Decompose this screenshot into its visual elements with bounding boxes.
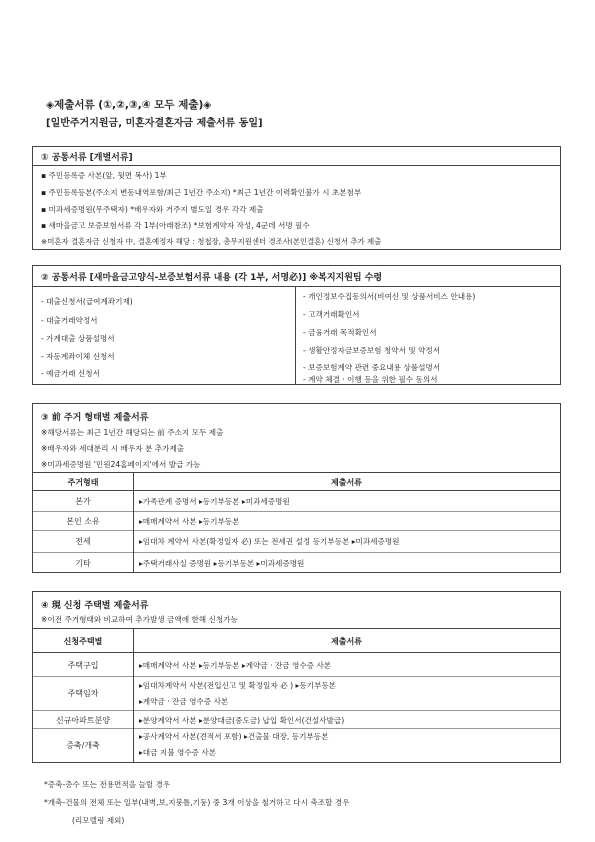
document-title: ◈제출서류 (①,②,③,④ 모두 제출)◈ [46, 99, 212, 111]
sec4-row-type: 증축/개축 [66, 741, 100, 750]
sec4-col-type: 신청주택별 [63, 637, 103, 646]
sec2-right-item: - 보증보험계약 관련 중요내용 상품설명서 [303, 363, 441, 372]
sec2-right-item: - 금융거래 목적확인서 [303, 328, 377, 337]
sec1-line: ※미혼자 결혼자금 신청자 中, 결혼예정자 해당 : 청첩장, 총무지원센터 경조사(본인결혼) 신청서 추가 제출 [41, 237, 382, 246]
document-subtitle: [일반주거지원금, 미혼자결혼자금 제출서류 동일] [46, 118, 263, 129]
sec3-row-type: 기타 [75, 559, 91, 568]
sec2-left-item: - 가계대출 상품설명서 [41, 334, 115, 343]
sec2-left-item: - 예금거래 신청서 [41, 369, 100, 378]
sec3-row-docs: ▸주택거래사실 증명원 ▸등기부등본 ▸미과세증명원 [139, 559, 305, 568]
footnote: *개축-건물의 전체 또는 일부(내벽,보,지붕틀,기둥) 중 3개 이상을 철거하고 다시 축조할 경우 [44, 798, 350, 807]
section-common-forms [32, 265, 561, 385]
sec2-right-item: - 계약 체결 · 이행 등을 위한 필수 동의서 [303, 375, 438, 384]
sec2-right-item: - 생활안정자금보증보험 청약서 및 약정서 [303, 346, 441, 355]
sec4-row-docs: ▸분양계약서 사본 ▸분양대금(중도금) 납입 확인서(건설사발급) [139, 716, 345, 725]
sec3-row-type: 본가 [75, 497, 91, 506]
section-previous-housing [32, 403, 561, 573]
sec4-row-type: 주택임차 [67, 689, 99, 698]
sec3-row-docs: ▸임대차 계약서 사본(확정일자 必) 또는 전세권 설정 등기부등본 ▸미과세증명원 [139, 537, 400, 546]
sec2-right-item: - 개인정보수집동의서(비여신 및 상품서비스 안내용) [303, 292, 476, 301]
sec2-left-item: - 대출거래약정서 [41, 316, 98, 325]
section-common-documents [32, 146, 561, 250]
sec3-note: ※배우자와 세대분리 시 배우자 분 추가제출 [41, 444, 185, 453]
sec4-note: ※이전 주거형태와 비교하여 추가발생 금액에 한해 신청가능 [41, 615, 238, 624]
sec4-row-docs: ▸공사계약서 사본(견적서 포함) ▸건출물 대장, 등기부등본 [139, 732, 329, 741]
sec1-line: ▪ 주민등록등본(주소지 변동내역포함/최근 1년간 주소지) *최근 1년간 이력확인불가 시 초본첨부 [41, 188, 362, 197]
sec4-row-docs: ▸대금 지불 영수증 사본 [139, 748, 217, 757]
sec1-line: ▪ 미과세증명원(무주택자) *배우자와 거주지 별도일 경우 각각 제출 [41, 205, 264, 214]
sec3-note: ※미과세증명원 '민원24홈페이지'에서 발급 가능 [41, 460, 201, 469]
sec4-row-docs: ▸매매계약서 사본 ▸등기부등본 ▸계약금 · 잔금 영수증 사본 [139, 661, 332, 670]
section-current-housing [32, 591, 561, 763]
sec1-line: ▪ 새마을금고 보증보험서류 각 1부(아래참조) *보험계약자 작성, 4군데 서명 필수 [41, 221, 310, 230]
sec3-row-type: 본인 소유 [66, 517, 100, 526]
sec4-row-type: 신규아파트분양 [55, 716, 111, 725]
sec4-row-type: 주택구입 [67, 661, 99, 670]
section4-header: ④ 現 신청 주택별 제출서류 [41, 601, 149, 611]
footnote: *증축-층수 또는 전용면적을 늘릴 경우 [44, 780, 171, 789]
sec2-right-item: - 고객거래확인서 [303, 310, 360, 319]
sec4-row-docs: ▸임대차계약서 사본(전입신고 및 확정일자 必 ) ▸등기부등본 [139, 681, 337, 690]
sec1-line: ▪ 주민등록증 사본(앞, 뒷면 복사) 1부 [41, 171, 167, 180]
sec2-left-item: - 자동계좌이체 신청서 [41, 352, 115, 361]
sec3-row-docs: ▸가족관계 증명서 ▸등기부등본 ▸미과세증명원 [139, 497, 290, 506]
sec3-row-docs: ▸매매계약서 사본 ▸등기부등본 [139, 517, 240, 526]
footnote: (리모델링 제외) [72, 816, 125, 825]
sec4-row-docs: ▸계약금 · 잔금 영수증 사본 [139, 697, 229, 706]
section3-header: ③ 前 주거 형태별 제출서류 [41, 413, 149, 423]
sec2-left-item: - 대출신청서(급여계좌기재) [41, 297, 133, 306]
sec3-col-docs: 제출서류 [331, 478, 362, 487]
section1-header: ① 공통서류 [개별서류] [41, 153, 133, 163]
section2-header: ② 공통서류 [새마을금고양식-보증보험서류 내용 (각 1부, 서명必)] ※복지지원팀 수령 [41, 273, 383, 283]
sec3-row-type: 전세 [75, 537, 91, 546]
sec3-col-type: 주거형태 [67, 478, 99, 487]
sec3-note: ※해당서류는 최근 1년간 해당되는 前 주소지 모두 제출 [41, 428, 224, 437]
sec4-col-docs: 제출서류 [331, 637, 362, 646]
